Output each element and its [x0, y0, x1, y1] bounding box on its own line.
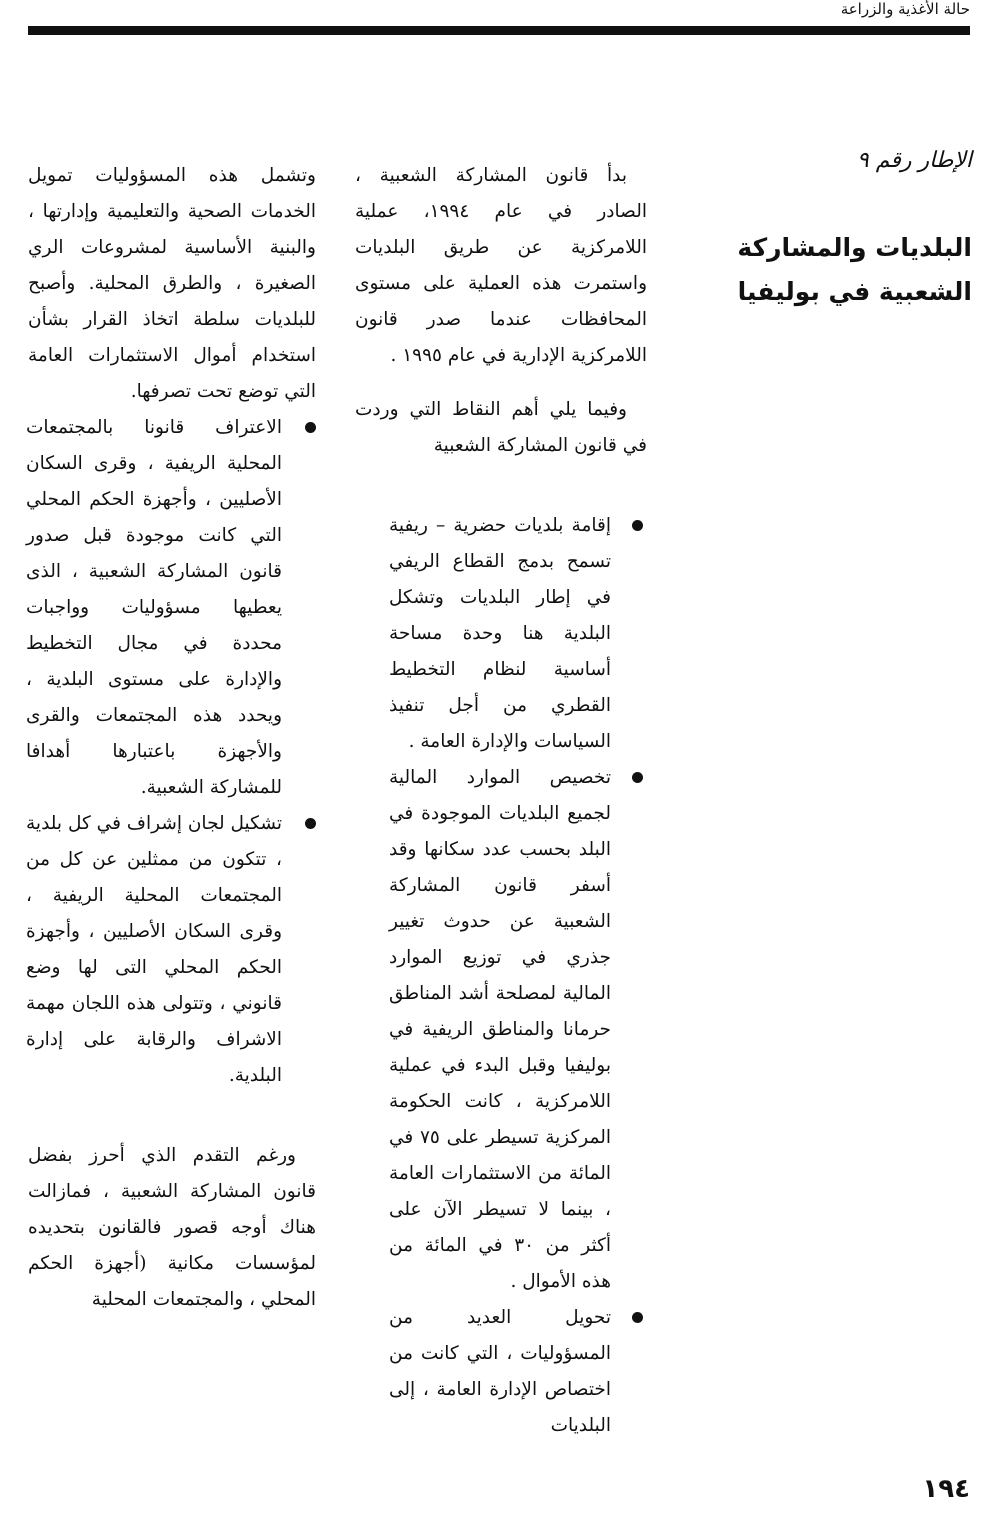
left-bullet-list	[28, 410, 316, 1094]
bullet-icon	[305, 818, 316, 829]
box-title-line-2: الشعبية في بوليفيا	[737, 277, 972, 306]
bullet-icon	[632, 772, 643, 783]
list-item	[355, 1300, 647, 1444]
continuation-paragraph: وتشمل هذه المسؤوليات تمويل الخدمات الصحية والتعليمية وإدارتها ، والبنية الأساسية لمشروعات الري الصغيرة ، والطرق المحلية. وأصبح للبلديات سلطة اتخاذ القرار بشأن استخدام أموال الاستثمارات العامة التي توضع تحت تصرفها.	[28, 165, 316, 402]
left-column	[28, 158, 316, 1318]
intro-paragraph: بدأ قانون المشاركة الشعبية ، الصادر في عام ١٩٩٤، عملية اللامركزية عن طريق البلديات واستمرت هذه العملية على مستوى المحافظات عندما صدر قانون اللامركزية الإدارية في عام ١٩٩٥ .	[355, 165, 647, 366]
list-item	[28, 410, 316, 806]
box-title	[730, 226, 972, 314]
page-number: ١٩٤	[922, 1474, 970, 1504]
bullet-icon	[632, 1312, 643, 1323]
box-label: الإطار رقم ٩	[856, 148, 972, 173]
closing-paragraph: ورغم التقدم الذي أحرز بفضل قانون المشاركة الشعبية ، فمازالت هناك أوجه قصور فالقانون بتحديده لمؤسسات مكانية (أجهزة الحكم المحلي ، والمجتمعات المحلية	[28, 1145, 316, 1310]
running-header: حالة الأغذية والزراعة	[840, 0, 970, 18]
list-item	[28, 806, 316, 1094]
list-item	[355, 760, 647, 1300]
header-rule	[28, 26, 970, 35]
bullet-text: إقامة بلديات حضرية – ريفية تسمح بدمج القطاع الريفي في إطار البلديات وتشكل البلدية هنا وحدة مساحة أساسية لنظام التخطيط القطري من أجل تنفيذ السياسات والإدارة العامة .	[389, 515, 611, 752]
bullet-text: الاعتراف قانونا بالمجتمعات المحلية الريفية ، وقرى السكان الأصليين ، وأجهزة الحكم المحلي التي كانت موجودة قبل صدور قانون المشاركة الشعبية ، الذى يعطيها مسؤوليات وواجبات محددة في مجال التخطيط والإدارة على مستوى البلدية ، ويحدد هذه المجتمعات والقرى والأجهزة باعتبارها أهدافا للمشاركة الشعبية.	[26, 417, 282, 798]
middle-bullet-list	[355, 508, 647, 1444]
bullet-text: تخصيص الموارد المالية لجميع البلديات الموجودة في البلد بحسب عدد سكانها وقد أسفر قانون المشاركة الشعبية عن حدوث تغيير جذري في توزيع الموارد المالية لمصلحة أشد المناطق حرمانا والمناطق الريفية في بوليفيا وقبل البدء في عملية اللامركزية ، كانت الحكومة المركزية تسيطر على ٧٥ في المائة من الاستثمارات العامة ، بينما لا تسيطر الآن على أكثر من ٣٠ في المائة من هذه الأموال .	[389, 767, 611, 1292]
bullet-icon	[305, 422, 316, 433]
middle-column	[355, 158, 647, 1444]
points-intro-paragraph: وفيما يلي أهم النقاط التي وردت في قانون المشاركة الشعبية	[355, 399, 647, 456]
list-item	[355, 508, 647, 760]
bullet-text: تحويل العديد من المسؤوليات ، التي كانت من اختصاص الإدارة العامة ، إلى البلديات	[389, 1307, 611, 1436]
bullet-icon	[632, 520, 643, 531]
bullet-text: تشكيل لجان إشراف في كل بلدية ، تتكون من ممثلين عن كل من المجتمعات المحلية الريفية ، وقرى السكان الأصليين ، وأجهزة الحكم المحلي التى لها وضع قانوني ، وتتولى هذه اللجان مهمة الاشراف والرقابة على إدارة البلدية.	[26, 813, 282, 1086]
box-title-line-1: البلديات والمشاركة	[737, 233, 972, 262]
